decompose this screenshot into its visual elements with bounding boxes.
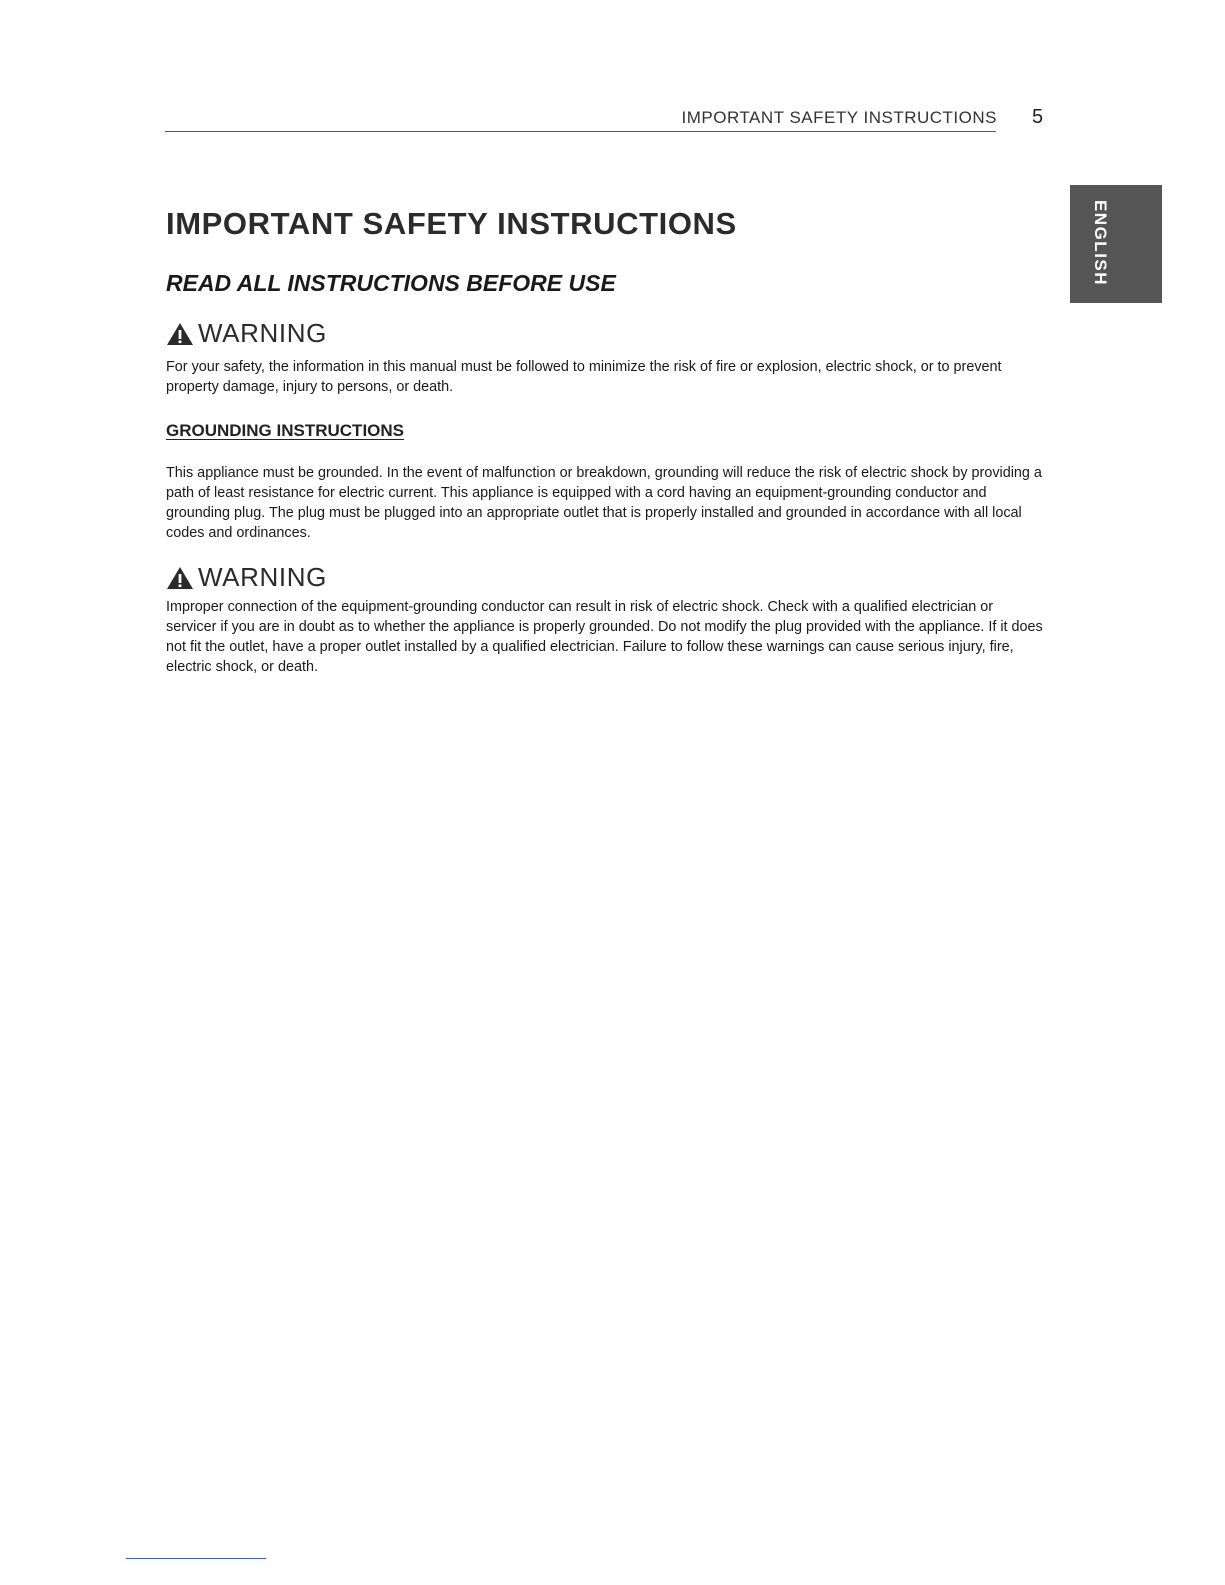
page-subtitle: READ ALL INSTRUCTIONS BEFORE USE [166,270,616,296]
grounding-text: This appliance must be grounded. In the event of malfunction or breakdown, grounding will reduce the risk of electric shock by providing a path of least resistance for electric current. This appliance is equipped with a cord having an equipment-grounding conductor and grounding plug. The plug must be plugged into an appropriate outlet that is properly installed and grounded in accordance with all local codes and ordinances. [166,465,1042,541]
warning-label: WARNING [198,562,327,592]
warning-label: WARNING [198,318,327,348]
grounding-heading: GROUNDING INSTRUCTIONS [166,421,404,440]
footer-link-line [126,1558,266,1559]
page-number: 5 [1032,106,1044,128]
language-tab-label: ENGLISH [1091,199,1110,287]
warning-text-1: For your safety, the information in this manual must be followed to minimize the risk of fire or explosion, electric shock, or to prevent property damage, injury to persons, or death. [166,359,1002,395]
warning-triangle-icon [166,322,194,346]
warning-heading-1 [166,318,327,349]
header-divider [165,131,996,132]
warning-heading-2 [166,562,327,593]
language-tab [1070,185,1162,303]
page-title: IMPORTANT SAFETY INSTRUCTIONS [166,206,737,241]
warning-text-2: Improper connection of the equipment-grounding conductor can result in risk of electric shock. Check with a qualified electrician or servicer if you are in doubt as to whether the appliance is properly grounded. Do not modify the plug provided with the appliance. If it does not fit the outlet, have a proper outlet installed by a qualified electrician. Failure to follow these warnings can cause serious injury, fire, electric shock, or death. [166,599,1043,675]
running-header-title: IMPORTANT SAFETY INSTRUCTIONS [681,108,997,127]
warning-triangle-icon [166,566,194,590]
